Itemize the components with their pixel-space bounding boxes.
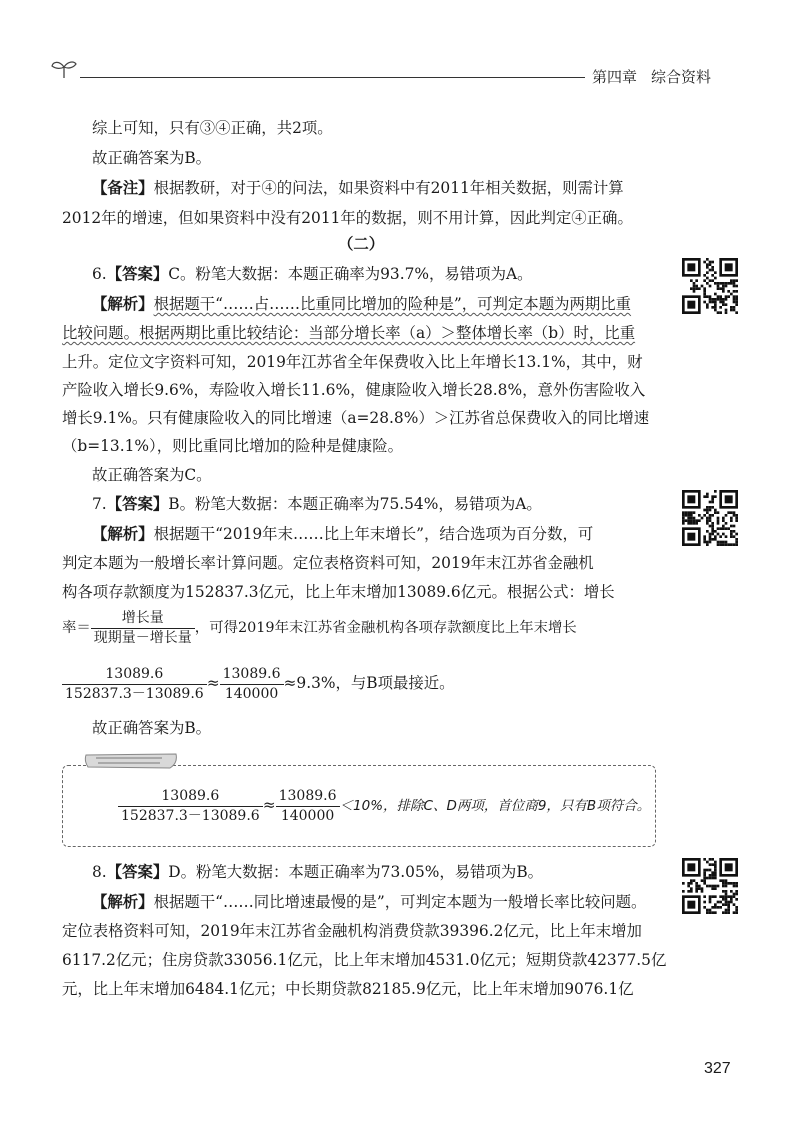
- q8-analysis-tag: 【解析】: [92, 893, 154, 911]
- calc-numerator-2: 13089.6: [220, 666, 284, 685]
- calc-denominator-2: 140000: [224, 685, 279, 702]
- prev-conclusion: 综上可知，只有③④正确，共2项。: [92, 119, 333, 137]
- tip-text: ＜10%，排除C、D两项，首位商9，只有B项符合。: [339, 798, 651, 814]
- section-title: （二）: [338, 235, 385, 253]
- q7-analysis-3: 构各项存款额度为152837.3亿元，比上年末增加13089.6亿元。根据公式：增长: [62, 583, 615, 601]
- q6-answer-line: [92, 264, 532, 284]
- tip-badge-icon: [82, 751, 182, 771]
- q8-number: 8.: [92, 863, 107, 881]
- calc-numerator-1: 13089.6: [62, 666, 207, 685]
- q8-analysis-3: 6117.2亿元；住房贷款33056.1亿元，比上年末增加4531.0亿元；短期贷款42377.5亿: [62, 951, 667, 969]
- q8-analysis-1: 根据题干“……同比增速最慢的是”，可判定本题为一般增长率比较问题。: [153, 893, 647, 911]
- q7-analysis-tag: 【解析】: [92, 525, 154, 543]
- q8-answer-line: [92, 862, 543, 882]
- q7-answer-line: [92, 494, 542, 514]
- q7-formula-line: [62, 608, 577, 648]
- q8-analysis-4: 元，比上年末增加6484.1亿元；中长期贷款82185.9亿元，比上年末增加9076.1亿: [62, 980, 634, 998]
- q6-analysis-1: 根据题干“……占……比重同比增加的险种是”，可判定本题为两期比重: [153, 295, 632, 313]
- q7-analysis-line: [92, 524, 593, 544]
- prev-answer: 故正确答案为B。: [92, 149, 212, 167]
- q8-analysis-line: [92, 892, 646, 912]
- calc-fraction-2: [220, 666, 284, 703]
- calc-denominator-1: 152837.3－13089.6: [65, 685, 204, 702]
- q7-calc-line: [62, 663, 455, 703]
- formula-denominator: 现期量－增长量: [93, 629, 192, 646]
- q6-analysis-3: 上升。定位文字资料可知，2019年江苏省全年保费收入比上年增长13.1%，其中，财: [62, 353, 643, 371]
- q7-analysis-2: 判定本题为一般增长率计算问题。定位表格资料可知，2019年末江苏省金融机: [62, 554, 594, 572]
- growth-rate-formula: [91, 610, 195, 647]
- tip-fraction-1: [118, 788, 263, 825]
- qr-code-icon[interactable]: [682, 490, 738, 546]
- q6-answer-text: C。粉笔大数据：本题正确率为93.7%，易错项为A。: [168, 265, 533, 283]
- q6-analysis-5: 增长9.1%。只有健康险收入的同比增速（a=28.8%）＞江苏省总保费收入的同比增速: [62, 409, 650, 427]
- tip-approx-sign: ≈: [262, 796, 276, 814]
- tip-denominator-1: 152837.3－13089.6: [121, 807, 260, 824]
- q6-number: 6.: [92, 265, 107, 283]
- tip-fraction-2: [276, 788, 340, 825]
- note-text: 根据教研，对于④的问法，如果资料中有2011年相关数据，则需计算: [153, 179, 624, 197]
- note-tag: 【备注】: [92, 179, 154, 197]
- tip-numerator-1: 13089.6: [118, 788, 263, 807]
- qr-code-icon[interactable]: [682, 258, 738, 314]
- q6-analysis-2: 比较问题。根据两期比重比较结论：当部分增长率（a）＞整体增长率（b）时，比重: [62, 324, 636, 342]
- formula-suffix: ，可得2019年末江苏省金融机构各项存款额度比上年末增长: [194, 620, 577, 636]
- running-header: [592, 66, 711, 87]
- q6-analysis-6: （b=13.1%），则比重同比增加的险种是健康险。: [62, 437, 403, 455]
- q6-answer-tag: 【答案】: [106, 265, 169, 283]
- q8-answer-tag: 【答案】: [106, 863, 169, 881]
- sprout-icon: [50, 58, 78, 80]
- section-label: 综合资料: [651, 68, 712, 86]
- q7-analysis-1: 根据题干“2019年末……比上年末增长”，结合选项为百分数，可: [153, 525, 594, 543]
- q6-conclusion: 故正确答案为C。: [92, 466, 212, 484]
- header-rule: [80, 77, 585, 78]
- q7-number: 7.: [92, 495, 107, 513]
- formula-numerator: 增长量: [91, 610, 195, 629]
- qr-code-icon[interactable]: [682, 858, 738, 914]
- q6-analysis-tag: 【解析】: [92, 295, 154, 313]
- q7-conclusion: 故正确答案为B。: [92, 719, 212, 737]
- page-number: 327: [704, 1060, 731, 1077]
- tip-denominator-2: 140000: [280, 807, 335, 824]
- q8-analysis-2: 定位表格资料可知，2019年末江苏省金融机构消费贷款39396.2亿元，比上年末增加: [62, 922, 642, 940]
- calc-result: ≈9.3%，与B项最接近。: [283, 674, 455, 692]
- approx-sign: ≈: [206, 674, 220, 692]
- q6-analysis-line: [92, 294, 631, 314]
- calc-fraction-1: [62, 666, 207, 703]
- chapter-label: 第四章: [592, 68, 638, 86]
- q7-answer-tag: 【答案】: [106, 495, 169, 513]
- q7-answer-text: B。粉笔大数据：本题正确率为75.54%，易错项为A。: [168, 495, 542, 513]
- prev-note: [92, 178, 624, 198]
- q6-analysis-4: 产险收入增长9.6%，寿险收入增长11.6%，健康险收入增长28.8%，意外伤害险收入: [62, 381, 646, 399]
- tip-calc-line: [118, 785, 650, 826]
- prev-note-cont: 2012年的增速，但如果资料中没有2011年的数据，则不用计算，因此判定④正确。: [62, 209, 633, 227]
- q8-answer-text: D。粉笔大数据：本题正确率为73.05%，易错项为B。: [168, 863, 544, 881]
- tip-numerator-2: 13089.6: [276, 788, 340, 807]
- formula-prefix: 率＝: [62, 620, 91, 636]
